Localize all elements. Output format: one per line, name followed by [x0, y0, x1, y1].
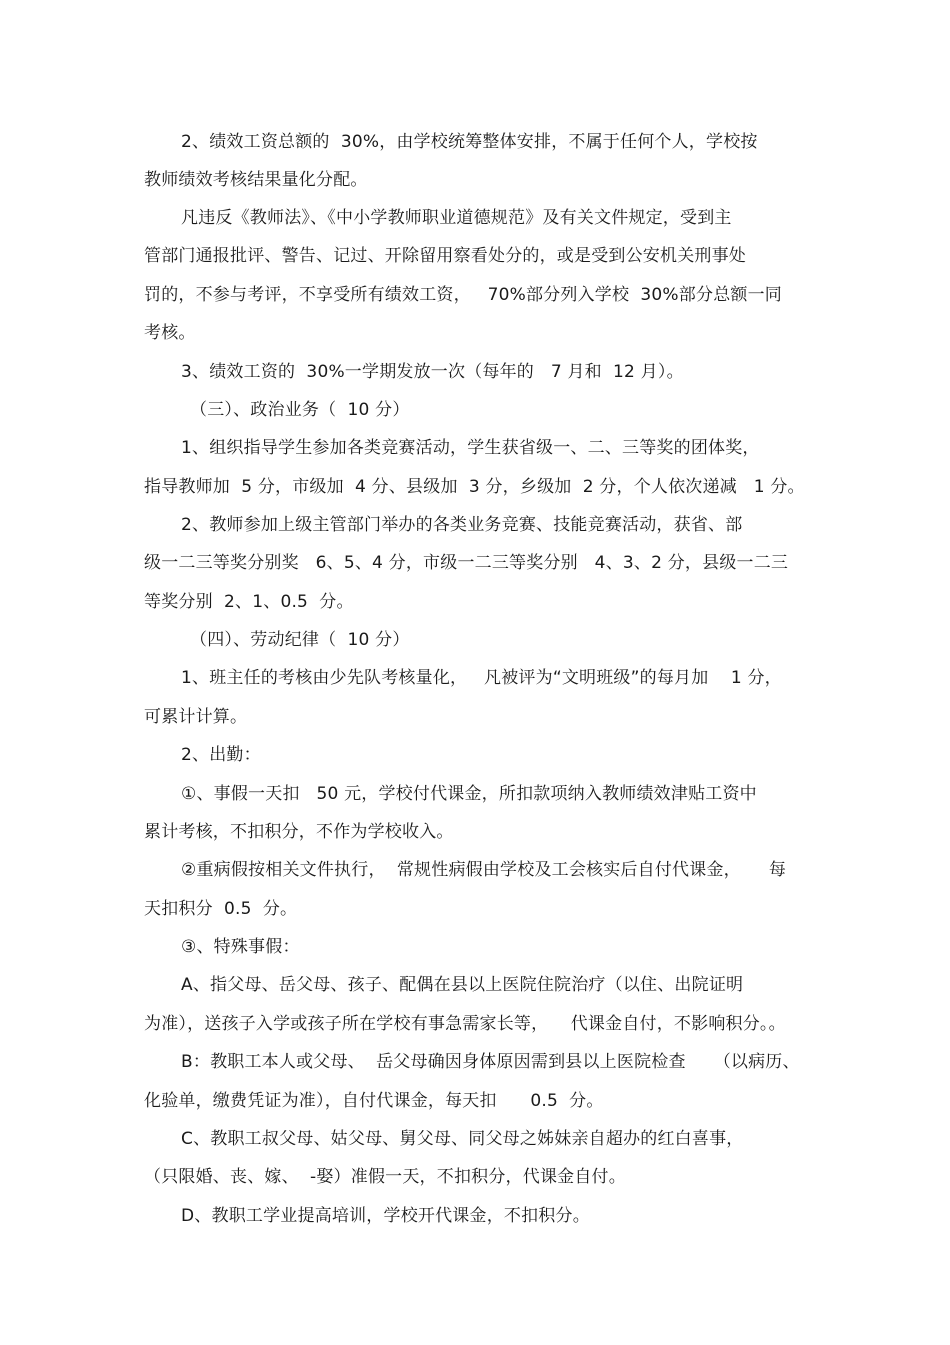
text-line: B：教职工本人或父母、 岳父母确因身体原因需到县以上医院检查 （以病历、 [181, 1052, 800, 1072]
text-line: 2、出勤： [181, 745, 261, 765]
text-line: ②重病假按相关文件执行， 常规性病假由学校及工会核实后自付代课金， 每 [181, 860, 787, 880]
text-line: （只限婚、丧、嫁、 -娶）准假一天，不扣积分，代课金自付。 [144, 1167, 626, 1187]
text-line: A、指父母、岳父母、孩子、配偶在县以上医院住院治疗（以住、出院证明 [181, 975, 744, 995]
text-line: 凡违反《教师法》、《中小学教师职业道德规范》及有关文件规定，受到主 [181, 208, 732, 228]
text-line: ①、事假一天扣 50 元，学校付代课金，所扣款项纳入教师绩效津贴工资中 [181, 784, 757, 804]
text-line: 累计考核，不扣积分，不作为学校收入。 [144, 822, 454, 842]
text-line: ③、特殊事假： [181, 937, 300, 957]
text-line: 级一二三等奖分别奖 6、5、4 分，市级一二三等奖分别 4、3、2 分，县级一二三 [144, 553, 789, 573]
text-line: 天扣积分 0.5 分。 [144, 899, 298, 919]
text-line: 1、班主任的考核由少先队考核量化， 凡被评为“文明班级”的每月加 1 分， [181, 668, 782, 688]
text-line: 管部门通报批评、警告、记过、开除留用察看处分的，或是受到公安机关刑事处 [144, 246, 746, 266]
text-line: 考核。 [144, 323, 196, 343]
text-line: 化验单，缴费凭证为准），自付代课金，每天扣 0.5 分。 [144, 1091, 604, 1111]
text-line: 1、组织指导学生参加各类竞赛活动，学生获省级一、二、三等奖的团体奖， [181, 438, 760, 458]
text-line: 罚的，不参与考评，不享受所有绩效工资， 70%部分列入学校 30%部分总额一同 [144, 285, 782, 305]
text-line: D、教职工学业提高培训，学校开代课金，不扣积分。 [181, 1206, 590, 1226]
section-heading: （三）、政治业务（ 10 分） [190, 400, 410, 420]
text-line: 2、教师参加上级主管部门举办的各类业务竞赛、技能竞赛活动，获省、部 [181, 515, 743, 535]
section-heading: （四）、劳动纪律（ 10 分） [190, 630, 410, 650]
text-line: C、教职工叔父母、姑父母、舅父母、同父母之姊妹亲自超办的红白喜事， [181, 1129, 744, 1149]
text-line: 可累计计算。 [144, 707, 248, 727]
text-line: 3、绩效工资的 30%一学期发放一次（每年的 7 月和 12 月）。 [181, 362, 684, 382]
text-line: 指导教师加 5 分，市级加 4 分、县级加 3 分，乡级加 2 分，个人依次递减 1 分。 [144, 477, 805, 497]
text-line: 为准），送孩子入学或孩子所在学校有事急需家长等， 代课金自付，不影响积分。。 [144, 1014, 786, 1034]
text-line: 2、绩效工资总额的 30%，由学校统筹整体安排，不属于任何个人，学校按 [181, 132, 758, 152]
text-line: 教师绩效考核结果量化分配。 [144, 170, 368, 190]
text-line: 等奖分别 2、1、0.5 分。 [144, 592, 354, 612]
